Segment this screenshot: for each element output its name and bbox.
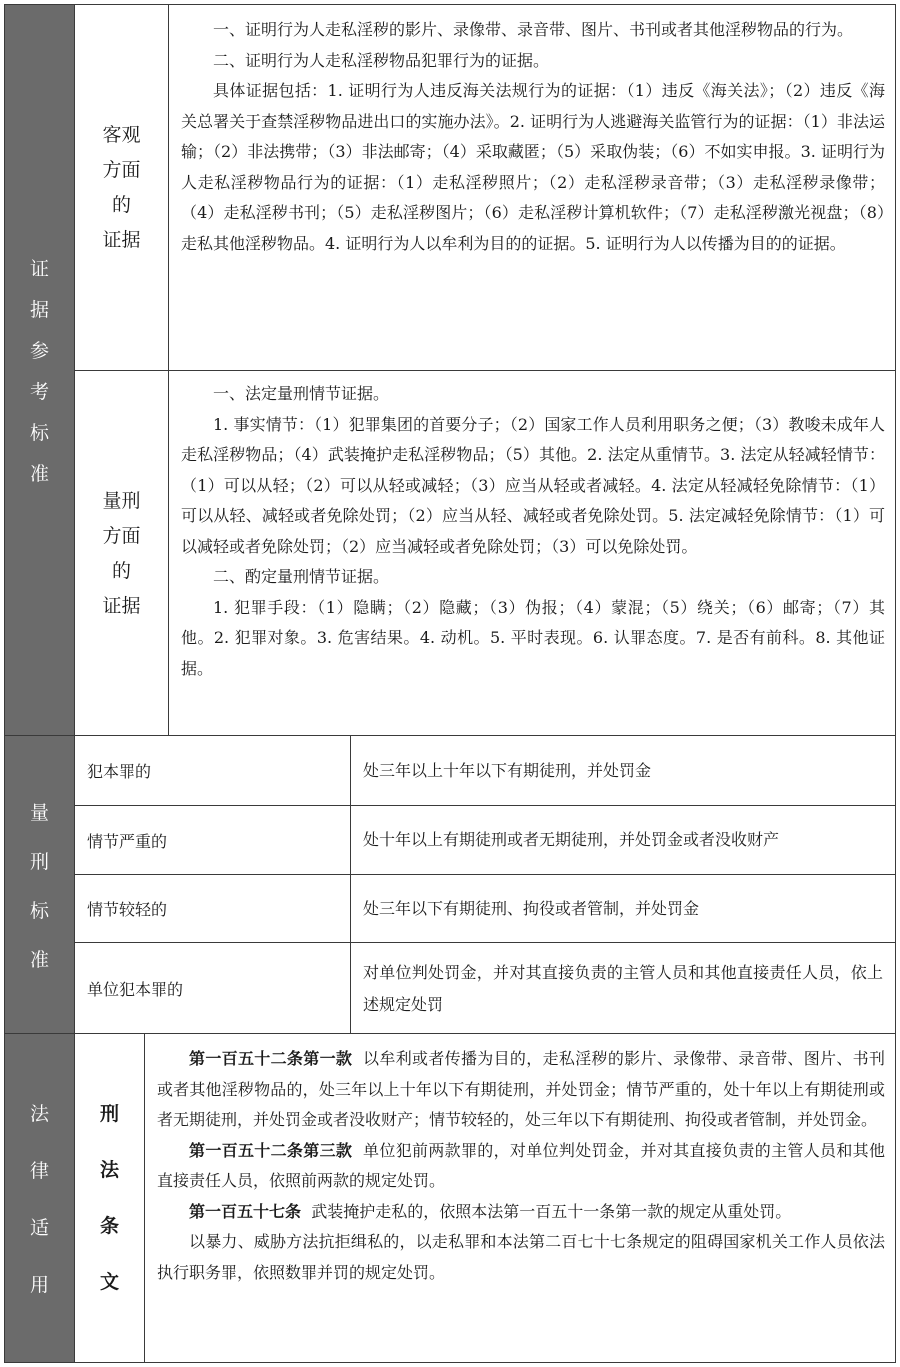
side-char: 准	[29, 463, 49, 485]
content-paragraph: 1. 犯罪手段：（1）隐瞒；（2）隐藏；（3）伪报；（4）蒙混；（5）绕关；（6）邮寄；（7）其他。2. 犯罪对象。3. 危害结果。4. 动机。5. 平时表现。6. 认罪态度。7. 是否有前科。8. 其他证据。	[181, 597, 885, 678]
penalty-cell: 处三年以上十年以下有期徒刑，并处罚金	[363, 760, 652, 780]
sentencing-row	[75, 805, 895, 874]
label-line: 量刑	[102, 489, 141, 512]
article-paragraph	[157, 1227, 885, 1288]
content-paragraph: 一、法定量刑情节证据。	[213, 384, 390, 403]
side-char: 证	[29, 258, 49, 280]
side-char: 标	[29, 422, 49, 444]
article-text: 以牟利或者传播为目的，走私淫秽的影片、录像带、录音带、图片、书刊或者其他淫秽物品的，处三年以上十年以下有期徒刑，并处罚金；情节严重的，处十年以上有期徒刑或者无期徒刑，并处罚金或者没收财产；情节较轻的，处三年以下有期徒刑、拘役或者管制，并处罚金。	[157, 1049, 885, 1129]
legal-table	[4, 4, 896, 1363]
sentencing-row	[75, 736, 895, 805]
penalty-cell: 对单位判处罚金，并对其直接负责的主管人员和其他直接责任人员，依上述规定处罚	[363, 962, 883, 1014]
content-paragraph: 1. 事实情节：（1）犯罪集团的首要分子；（2）国家工作人员利用职务之便；（3）教唆未成年人走私淫秽物品；（4）武装掩护走私淫秽物品；（5）其他。2. 法定从重情节。3. 法定从轻减轻情节：（1）可以从轻；（2）可以从轻或减轻；（3）应当从轻或者减轻。4. 法定从轻减轻免除情节：（1）可以从轻、减轻或者免除处罚；（2）应当从轻、减轻或者免除处罚。5. 法定减轻免除情节：（1）可以减轻或者免除处罚；（2）应当减轻或者免除处罚；（3）可以免除处罚。	[181, 414, 885, 556]
label-line: 客观	[102, 123, 141, 146]
label-line: 的	[111, 559, 131, 582]
article-text: 单位犯前两款罪的，对单位判处罚金，并对其直接负责的主管人员和其他直接责任人员，依照前两款的规定处罚。	[157, 1140, 885, 1190]
side-char: 准	[29, 948, 49, 971]
sentencing-standard-section	[5, 736, 895, 1034]
divider	[75, 370, 895, 371]
article-paragraph	[157, 1136, 885, 1197]
penalty-cell: 处三年以下有期徒刑、拘役或者管制，并处罚金	[363, 898, 700, 918]
article-paragraph	[157, 1044, 885, 1136]
law-application-label	[5, 1034, 75, 1362]
label-line: 证据	[102, 228, 141, 251]
label-char: 法	[99, 1159, 119, 1181]
content-paragraph: 具体证据包括：1. 证明行为人违反海关法规行为的证据：（1）违反《海关法》；（2）违反《海关总署关于查禁淫秽物品进出口的实施办法》。2. 证明行为人逃避海关监管行为的证据：（1）非法运输；（2）非法携带；（3）非法邮寄；（4）采取藏匿；（5）采取伪装；（6）不如实申报。3. 证明行为人走私淫秽物品行为的证据：（1）走私淫秽照片；（2）走私淫秽录音带；（3）走私淫秽录像带；（4）走私淫秽书刊；（5）走私淫秽图片；（6）走私淫秽计算机软件；（7）走私淫秽激光视盘；（8）走私其他淫秽物品。4. 证明行为人以牟利为目的的证据。5. 证明行为人以传播为目的的证据。	[181, 81, 885, 253]
sentencing-standard-label	[5, 736, 75, 1033]
content-paragraph: 一、证明行为人走私淫秽的影片、录像带、录音带、图片、书刊或者其他淫秽物品的行为。	[213, 20, 854, 39]
label-line: 证据	[102, 594, 141, 617]
label-char: 条	[99, 1215, 119, 1237]
evidence-standard-section	[5, 5, 895, 736]
sentencing-row	[75, 942, 895, 1034]
objective-evidence-content	[169, 9, 895, 259]
side-char: 法	[29, 1103, 49, 1125]
label-line: 的	[111, 193, 131, 216]
label-line: 方面	[102, 158, 141, 181]
side-char: 标	[29, 899, 49, 922]
side-char: 刑	[29, 850, 49, 873]
sentencing-row	[75, 874, 895, 942]
side-char: 量	[29, 801, 49, 824]
penalty-cell: 处十年以上有期徒刑或者无期徒刑，并处罚金或者没收财产	[363, 830, 780, 849]
article-text: 以暴力、威胁方法抗拒缉私的，以走私罪和本法第二百七十七条规定的阻碍国家机关工作人员依法执行职务罪，依照数罪并罚的规定处罚。	[157, 1232, 885, 1282]
side-char: 律	[29, 1160, 49, 1182]
article-text: 武装掩护走私的，依照本法第一百五十一条第一款的规定从重处罚。	[311, 1201, 792, 1221]
condition-cell: 单位犯本罪的	[75, 943, 351, 1034]
article-title: 第一百五十七条	[189, 1201, 302, 1221]
label-char: 文	[99, 1271, 119, 1293]
condition-cell: 情节较轻的	[75, 875, 351, 942]
side-char: 参	[29, 340, 49, 362]
label-line: 方面	[102, 524, 141, 547]
condition-cell: 情节严重的	[75, 806, 351, 874]
article-title: 第一百五十二条第一款	[189, 1049, 353, 1068]
article-title: 第一百五十二条第三款	[189, 1140, 353, 1160]
law-application-section	[5, 1034, 895, 1362]
label-char: 刑	[99, 1103, 119, 1125]
article-paragraph	[157, 1197, 885, 1228]
content-paragraph: 二、证明行为人走私淫秽物品犯罪行为的证据。	[213, 50, 550, 70]
condition-cell: 犯本罪的	[75, 736, 351, 805]
sentencing-evidence-content	[169, 373, 895, 684]
sentencing-evidence-label	[75, 371, 169, 736]
side-char: 据	[29, 299, 49, 321]
evidence-standard-label	[5, 5, 75, 735]
side-char: 适	[29, 1217, 49, 1239]
side-char: 考	[29, 381, 49, 403]
objective-evidence-label	[75, 5, 169, 370]
criminal-law-label	[75, 1034, 145, 1362]
law-articles-content	[145, 1038, 895, 1288]
content-paragraph: 二、酌定量刑情节证据。	[213, 567, 390, 586]
side-char: 用	[29, 1274, 49, 1296]
